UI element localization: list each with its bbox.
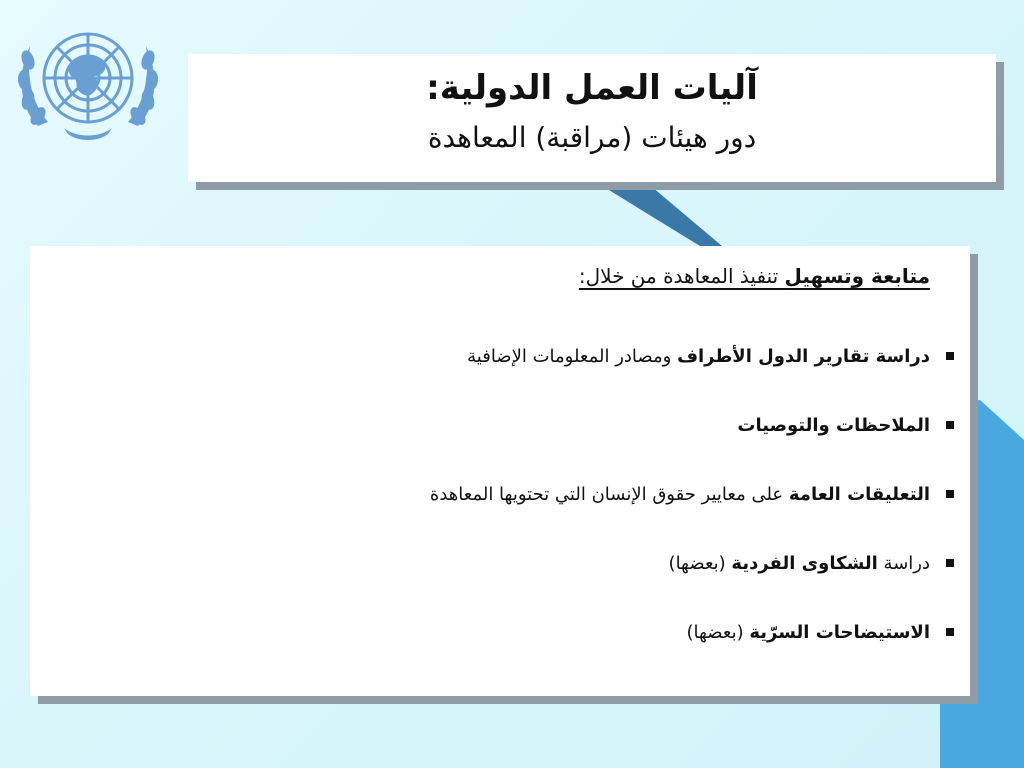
list-item [74, 551, 954, 620]
square-bullet-icon [946, 421, 954, 429]
square-bullet-icon [946, 628, 954, 636]
point-rest: على معايير حقوق الإنسان التي تحتويها المعاهدة [429, 484, 789, 505]
content-box [30, 246, 970, 696]
list-item [74, 620, 954, 689]
square-bullet-icon [946, 352, 954, 360]
point-bold: الاستيضاحات السرّية [749, 622, 930, 643]
intro-line [579, 264, 930, 288]
point-bold: دراسة تقارير الدول الأطراف [677, 346, 930, 367]
intro-rest: تنفيذ المعاهدة من خلال: [578, 264, 785, 288]
square-bullet-icon [946, 559, 954, 567]
point-bold: الشكاوى الفردية [731, 553, 878, 574]
list-item [74, 413, 954, 482]
point-bold: الملاحظات والتوصيات [737, 415, 930, 436]
title-box [188, 54, 996, 182]
list-item [74, 344, 954, 413]
point-rest: (بعضها) [686, 622, 750, 643]
point-rest: ومصادر المعلومات الإضافية [467, 346, 678, 367]
bullet-list [74, 344, 954, 689]
intro-bold: متابعة وتسهيل [784, 264, 930, 288]
point-prefix: دراسة [877, 553, 930, 574]
un-emblem-icon [8, 16, 168, 150]
square-bullet-icon [946, 490, 954, 498]
slide-subtitle: دور هيئات (مراقبة) المعاهدة [427, 121, 757, 154]
slide-title: آليات العمل الدولية: [426, 68, 758, 108]
point-rest: (بعضها) [668, 553, 732, 574]
list-item [74, 482, 954, 551]
point-bold: التعليقات العامة [788, 484, 930, 505]
